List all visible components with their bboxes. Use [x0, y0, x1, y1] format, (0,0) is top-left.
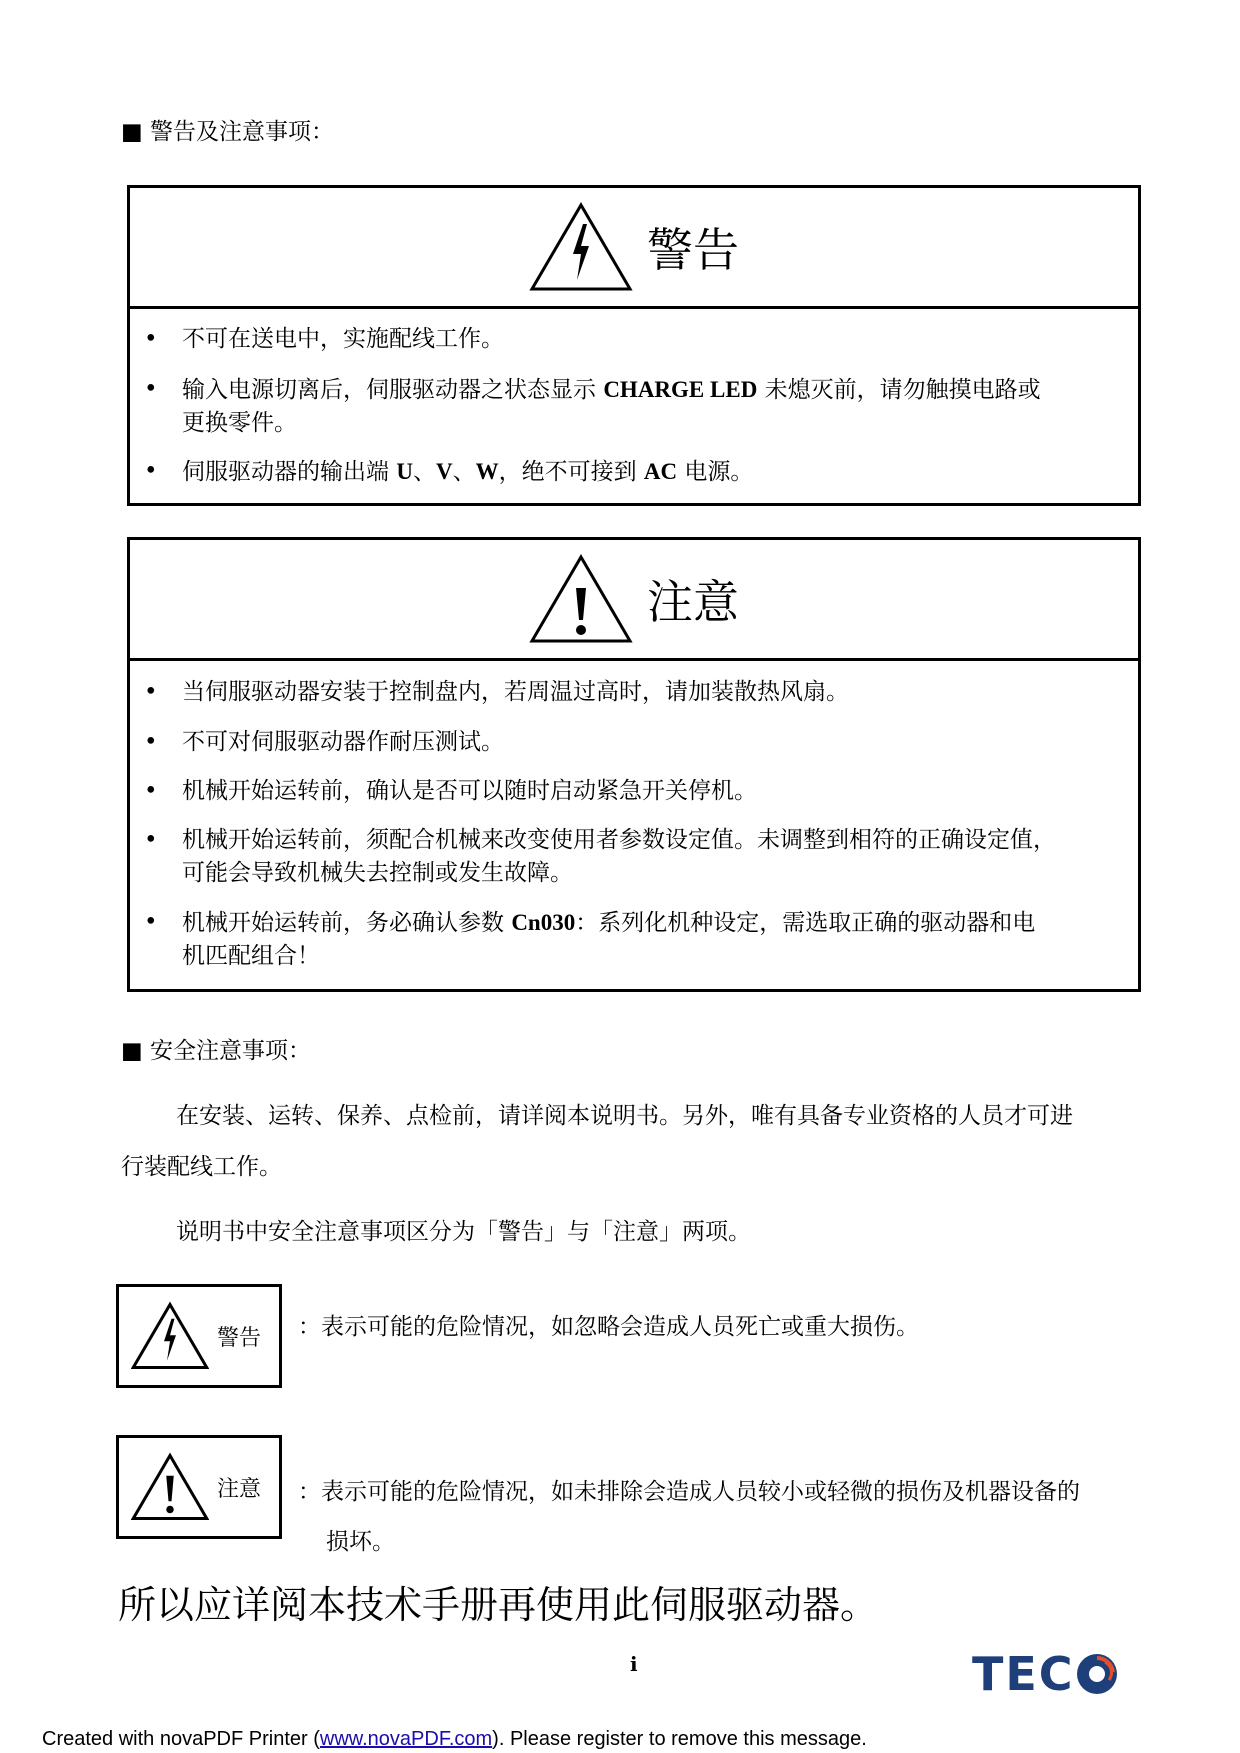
closing-statement: 所以应详阅本技术手册再使用此伺服驱动器。 [118, 1583, 879, 1627]
warning-item: • 伺服驱动器的输出端 U、V、W，绝不可接到 AC 电源。 [144, 458, 754, 485]
warning-legend-description: ：表示可能的危险情况，如忽略会造成人员死亡或重大损伤。 [298, 1314, 919, 1340]
warning-title: 警告 [647, 223, 739, 277]
warning-legend-label: 警告 [217, 1325, 262, 1351]
paragraph: 行装配线工作。 [121, 1154, 282, 1180]
teco-logo: TEC [972, 1650, 1119, 1698]
caution-header [130, 540, 1138, 661]
caution-item: • 不可对伺服驱动器作耐压测试。 [144, 729, 504, 755]
caution-legend-label: 注意 [217, 1476, 262, 1502]
caution-item: • 机械开始运转前，须配合机械来改变使用者参数设定值。未调整到相符的正确设定值， 可能会导致机械失去控制或发生故障。 [144, 827, 1056, 886]
footer-watermark: Created with novaPDF Printer (www.novaPDF.com). Please register to remove this message. [42, 1728, 867, 1750]
teco-logo-mark [1075, 1652, 1119, 1696]
novapdf-link[interactable]: www.novaPDF.com [319, 1728, 493, 1750]
paragraph: 说明书中安全注意事项区分为「警告」与「注意」两项。 [176, 1219, 751, 1245]
section-heading-safety: ■ 安全注意事项： [121, 1038, 312, 1064]
warning-item: • 不可在送电中，实施配线工作。 [144, 326, 504, 352]
caution-title: 注意 [647, 575, 739, 629]
exclamation-warning-icon [131, 1452, 209, 1522]
caution-item: • 机械开始运转前，确认是否可以随时启动紧急开关停机。 [144, 778, 757, 804]
warning-item: • 输入电源切离后，伺服驱动器之状态显示 CHARGE LED 未熄灭前，请勿触摸电路或 更换零件。 [144, 376, 1041, 436]
section-heading-warnings: ■ 警告及注意事项： [121, 119, 335, 145]
electric-hazard-icon [131, 1301, 209, 1371]
caution-item: • 机械开始运转前，务必确认参数 Cn030：系列化机种设定，需选取正确的驱动器和电 机匹配组合！ [144, 909, 1036, 969]
caution-box [127, 537, 1141, 992]
caution-legend-description: ：表示可能的危险情况，如未排除会造成人员较小或轻微的损伤及机器设备的 [298, 1479, 1080, 1505]
caution-item: • 当伺服驱动器安装于控制盘内，若周温过高时，请加装散热风扇。 [144, 679, 849, 705]
page-number: i [630, 1652, 638, 1676]
electric-hazard-icon [529, 202, 633, 292]
warning-legend-box [116, 1284, 282, 1388]
caution-legend-box [116, 1435, 282, 1539]
warning-header [130, 188, 1138, 309]
caution-legend-description-cont: 损坏。 [326, 1529, 395, 1555]
paragraph: 在安装、运转、保养、点检前，请详阅本说明书。另外，唯有具备专业资格的人员才可进 [176, 1103, 1073, 1129]
warning-box [127, 185, 1141, 506]
exclamation-warning-icon [529, 554, 633, 644]
